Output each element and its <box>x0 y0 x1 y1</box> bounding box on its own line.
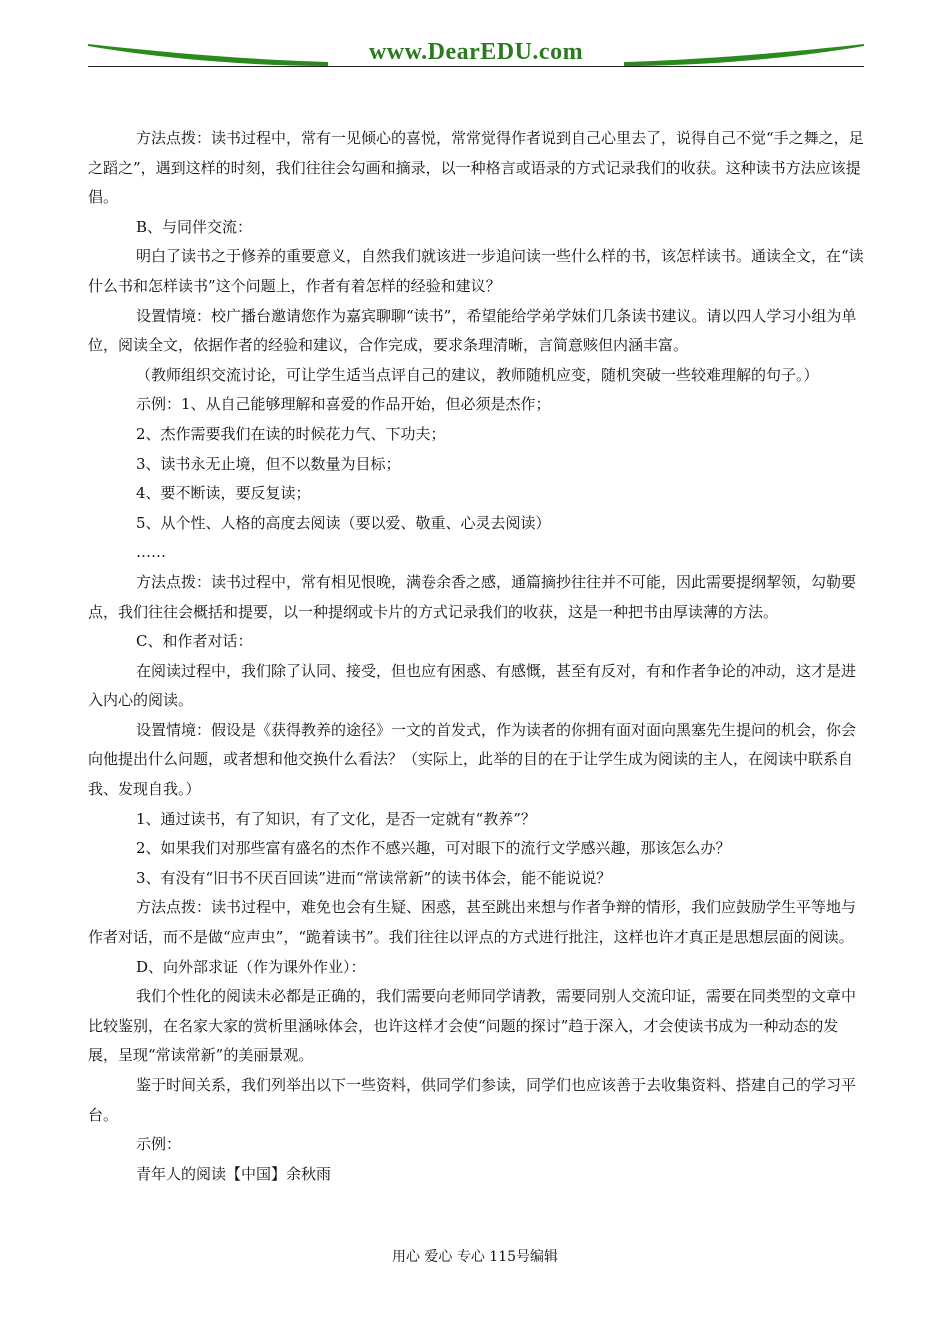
page-header <box>88 36 864 72</box>
page-footer: 用心 爱心 专心 115号编辑 <box>391 1249 559 1265</box>
paragraph: 5、从个性、人格的高度去阅读（要以爱、敬重、心灵去阅读） <box>136 513 551 532</box>
paragraph: 1、通过读书，有了知识，有了文化，是否一定就有“教养”？ <box>136 809 536 828</box>
paragraph: D、向外部求证（作为课外作业）： <box>136 957 366 976</box>
paragraph: 青年人的阅读【中国】余秋雨 <box>136 1164 332 1183</box>
paragraph: 鉴于时间关系，我们列举出以下一些资料，供同学们参读，同学们也应该善于去收集资料、搭建自己的学习平台。 <box>88 1076 857 1124</box>
paragraph: 设置情境：校广播台邀请您作为嘉宾聊聊“读书”，希望能给学弟学妹们几条读书建议。请以四人学习小组为单位，阅读全文，依据作者的经验和建议，合作完成，要求条理清晰，言简意赅但内涵丰富。 <box>88 306 857 355</box>
paragraph: 明白了读书之于修养的重要意义，自然我们就该进一步追问读一些什么样的书，该怎样读书。通读全文，在“读什么书和怎样读书”这个问题上，作者有着怎样的经验和建议？ <box>88 247 864 295</box>
paragraph: 在阅读过程中，我们除了认同、接受，但也应有困惑、有感慨，甚至有反对，有和作者争论的冲动，这才是进入内心的阅读。 <box>88 661 857 710</box>
paragraph: 3、读书永无止境，但不以数量为目标； <box>136 454 401 473</box>
paragraph: B、与同伴交流： <box>136 217 253 236</box>
paragraph: 3、有没有“旧书不厌百回读”进而“常读常新”的读书体会，能不能说说？ <box>136 868 612 887</box>
paragraph: 2、如果我们对那些富有盛名的杰作不感兴趣，可对眼下的流行文学感兴趣，那该怎么办？ <box>136 839 731 858</box>
paragraph: …… <box>136 543 166 562</box>
paragraph: 方法点拨：读书过程中，难免也会有生疑、困惑，甚至跳出来想与作者争辩的情形，我们应鼓励学生平等地与作者对话，而不是做“应声虫”，“跪着读书”。我们往往以评点的方式进行批注，这样也许才真正是思想层面的阅读。 <box>88 898 857 947</box>
paragraph: 4、要不断读，要反复读； <box>136 484 311 503</box>
paragraph: 示例：1、从自己能够理解和喜爱的作品开始，但必须是杰作； <box>136 395 551 414</box>
document-body <box>88 124 864 1189</box>
paragraph: 2、杰作需要我们在读的时候花力气、下功夫； <box>136 424 446 443</box>
paragraph: （教师组织交流讨论，可让学生适当点评自己的建议，教师随机应变，随机突破一些较难理解的句子。） <box>136 365 819 384</box>
paragraph: C、和作者对话： <box>136 632 253 651</box>
paragraph: 方法点拨：读书过程中，常有一见倾心的喜悦，常常觉得作者说到自己心里去了，说得自己不觉“手之舞之，足之蹈之”，遇到这样的时刻，我们往往会勾画和摘录，以一种格言或语录的方式记录我们的收获。这种读书方法应该提倡。 <box>88 129 864 207</box>
site-name: www.DearEDU.com <box>368 39 584 65</box>
paragraph: 示例： <box>136 1135 182 1154</box>
header-rule <box>88 66 864 67</box>
paragraph: 设置情境：假设是《获得教养的途径》一文的首发式，作为读者的你拥有面对面向黑塞先生提问的机会，你会向他提出什么问题，或者想和他交换什么看法？（实际上，此举的目的在于让学生成为阅读的主人，在阅读中联系自我、发现自我。） <box>88 720 857 799</box>
paragraph: 我们个性化的阅读未必都是正确的，我们需要向老师同学请教，需要同别人交流印证，需要在同类型的文章中比较鉴别，在名家大家的赏析里涵咏体会，也许这样才会使“问题的探讨”趋于深入，才会使读书成为一种动态的发展，呈现“常读常新”的美丽景观。 <box>88 987 857 1065</box>
paragraph: 方法点拨：读书过程中，常有相见恨晚，满卷余香之感，通篇摘抄往往并不可能，因此需要提纲挈领，勾勒要点，我们往往会概括和提要，以一种提纲或卡片的方式记录我们的收获，这是一种把书由厚读薄的方法。 <box>88 572 857 621</box>
